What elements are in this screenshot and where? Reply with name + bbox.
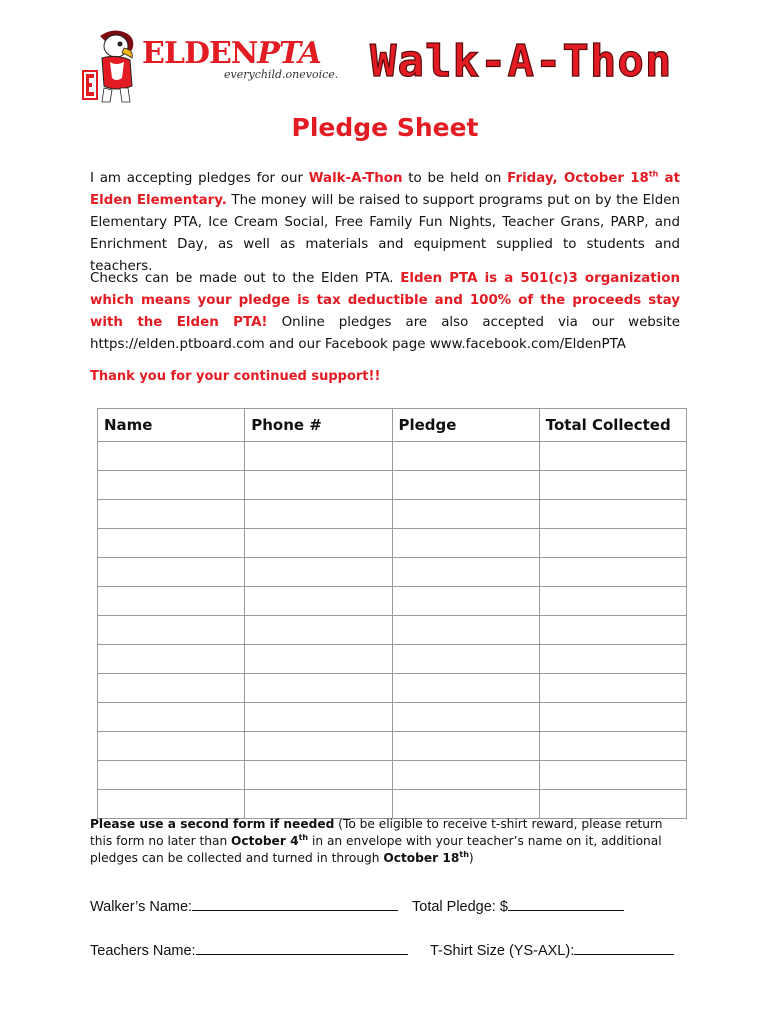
phone-cell[interactable] xyxy=(245,442,392,471)
pledge-cell[interactable] xyxy=(392,732,539,761)
pledge-table-body xyxy=(98,442,687,819)
table-row xyxy=(98,645,687,674)
page-title: Pledge Sheet xyxy=(291,113,479,142)
phone-cell[interactable] xyxy=(245,645,392,674)
event-name-highlight: Walk-A-Thon xyxy=(308,171,403,186)
tshirt-size-field[interactable] xyxy=(430,942,674,959)
event-date-text: Friday, October 18 xyxy=(507,171,649,186)
name-cell[interactable] xyxy=(98,587,245,616)
name-cell[interactable] xyxy=(98,790,245,819)
pledge-cell[interactable] xyxy=(392,529,539,558)
column-header-name: Name xyxy=(98,409,245,442)
column-header-total-collected: Total Collected xyxy=(539,409,686,442)
total-collected-cell[interactable] xyxy=(539,732,686,761)
pledge-cell[interactable] xyxy=(392,587,539,616)
name-cell[interactable] xyxy=(98,732,245,761)
teachers-name-line[interactable] xyxy=(196,942,408,955)
pledge-cell[interactable] xyxy=(392,558,539,587)
intro-paragraph-2 xyxy=(90,268,680,356)
return-deadline-text: October 4 xyxy=(231,834,299,848)
total-collected-cell[interactable] xyxy=(539,674,686,703)
thank-you-text: Thank you for your continued support!! xyxy=(90,369,381,384)
total-collected-cell[interactable] xyxy=(539,790,686,819)
teachers-name-label: Teachers Name: xyxy=(90,943,196,959)
total-collected-cell[interactable] xyxy=(539,587,686,616)
brand-name-text: ELDEN xyxy=(142,36,258,71)
final-deadline-text: October 18 xyxy=(383,851,460,865)
tshirt-size-line[interactable] xyxy=(574,942,674,955)
phone-cell[interactable] xyxy=(245,761,392,790)
table-row xyxy=(98,732,687,761)
total-collected-cell[interactable] xyxy=(539,558,686,587)
phone-cell[interactable] xyxy=(245,587,392,616)
pledge-cell[interactable] xyxy=(392,645,539,674)
table-row xyxy=(98,558,687,587)
tax-deductible-highlight: Elden PTA is a 501(c)3 organization which means your pledge is tax deductible and 100% of the proceeds stay with the Elden PTA! xyxy=(90,271,680,330)
name-cell[interactable] xyxy=(98,761,245,790)
name-cell[interactable] xyxy=(98,558,245,587)
table-row xyxy=(98,616,687,645)
name-cell[interactable] xyxy=(98,471,245,500)
event-location-text: at Elden Elementary. xyxy=(90,171,680,208)
brand-suffix: PTA xyxy=(257,36,321,71)
total-collected-cell[interactable] xyxy=(539,442,686,471)
table-row xyxy=(98,500,687,529)
name-cell[interactable] xyxy=(98,674,245,703)
pledge-cell[interactable] xyxy=(392,616,539,645)
intro-paragraph-1 xyxy=(90,168,680,278)
note-text: (To be eligible to receive t-shirt reward, please return this form no later than xyxy=(90,817,663,848)
total-collected-cell[interactable] xyxy=(539,616,686,645)
phone-cell[interactable] xyxy=(245,500,392,529)
table-row xyxy=(98,703,687,732)
column-header-pledge: Pledge xyxy=(392,409,539,442)
pledge-cell[interactable] xyxy=(392,674,539,703)
walker-name-line[interactable] xyxy=(192,898,398,911)
final-deadline xyxy=(383,851,469,865)
total-pledge-label: Total Pledge: $ xyxy=(412,899,508,915)
note-text: ) xyxy=(468,851,474,865)
total-collected-cell[interactable] xyxy=(539,703,686,732)
checks-text: Checks can be made out to the Elden PTA. xyxy=(90,271,401,286)
total-collected-cell[interactable] xyxy=(539,761,686,790)
table-row xyxy=(98,674,687,703)
pledge-cell[interactable] xyxy=(392,442,539,471)
name-cell[interactable] xyxy=(98,645,245,674)
pledge-table xyxy=(97,408,687,819)
total-collected-cell[interactable] xyxy=(539,529,686,558)
brand-name xyxy=(142,36,321,71)
phone-cell[interactable] xyxy=(245,790,392,819)
eagle-mascot-icon xyxy=(80,26,142,106)
phone-cell[interactable] xyxy=(245,616,392,645)
pledge-cell[interactable] xyxy=(392,471,539,500)
note-bold-text: Please use a second form if needed xyxy=(90,817,335,831)
brand-tagline: everychild.onevoice. xyxy=(224,68,339,81)
table-row xyxy=(98,761,687,790)
name-cell[interactable] xyxy=(98,616,245,645)
tshirt-size-label: T-Shirt Size (YS-AXL): xyxy=(430,943,575,959)
name-cell[interactable] xyxy=(98,529,245,558)
event-title: Walk-A-Thon xyxy=(370,36,673,87)
walker-name-field[interactable] xyxy=(90,898,398,915)
name-cell[interactable] xyxy=(98,442,245,471)
note-text: in an envelope with your teacher’s name on it, additional pledges can be collected and turned in through xyxy=(90,834,662,865)
table-row xyxy=(98,442,687,471)
table-row xyxy=(98,790,687,819)
pledge-cell[interactable] xyxy=(392,761,539,790)
intro-text: I am accepting pledges for our xyxy=(90,171,309,186)
event-date-sup: th xyxy=(648,169,659,179)
walker-name-label: Walker’s Name: xyxy=(90,899,193,915)
phone-cell[interactable] xyxy=(245,471,392,500)
return-deadline-sup: th xyxy=(298,832,309,842)
total-collected-cell[interactable] xyxy=(539,500,686,529)
total-pledge-field[interactable] xyxy=(412,898,624,915)
instructions-note xyxy=(90,816,682,867)
phone-cell[interactable] xyxy=(245,732,392,761)
final-deadline-sup: th xyxy=(459,849,469,859)
total-pledge-line[interactable] xyxy=(508,898,624,911)
phone-cell[interactable] xyxy=(245,558,392,587)
table-row xyxy=(98,529,687,558)
pledge-cell[interactable] xyxy=(392,790,539,819)
table-row xyxy=(98,471,687,500)
table-header-row xyxy=(98,409,687,442)
total-collected-cell[interactable] xyxy=(539,471,686,500)
total-collected-cell[interactable] xyxy=(539,645,686,674)
pledge-cell[interactable] xyxy=(392,703,539,732)
teachers-name-field[interactable] xyxy=(90,942,408,959)
online-pledge-text: Online pledges are also accepted via our website https://elden.ptboard.com and our Facebook page www.facebook.com/EldenPTA xyxy=(90,315,680,352)
intro-text: to be held on xyxy=(402,171,508,186)
name-cell[interactable] xyxy=(98,703,245,732)
phone-cell[interactable] xyxy=(245,703,392,732)
return-deadline xyxy=(231,834,308,848)
pledge-cell[interactable] xyxy=(392,500,539,529)
column-header-phone: Phone # xyxy=(245,409,392,442)
phone-cell[interactable] xyxy=(245,529,392,558)
table-row xyxy=(98,587,687,616)
intro-text: The money will be raised to support programs put on by the Elden Elementary PTA, Ice Cream Social, Free Family Fun Nights, Teacher Grans, PARP, and Enrichment Day, as well as materials and equipment supplied to students and teachers. xyxy=(90,193,680,274)
name-cell[interactable] xyxy=(98,500,245,529)
phone-cell[interactable] xyxy=(245,674,392,703)
